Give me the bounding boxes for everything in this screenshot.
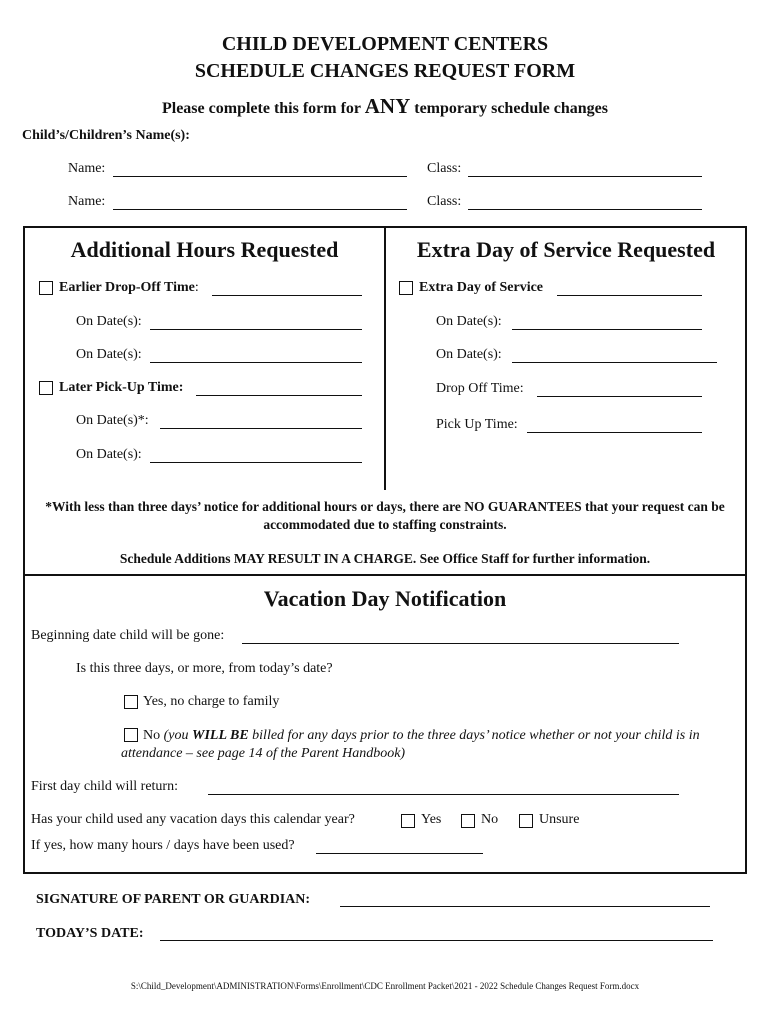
- later-pickup-label: Later Pick-Up Time:: [59, 380, 184, 395]
- todays-date-label: TODAY’S DATE:: [36, 926, 144, 941]
- vacation-no-checkbox[interactable]: [461, 814, 475, 828]
- subtitle-emphasis: ANY: [364, 94, 411, 118]
- on-dates-label-2: On Date(s):: [76, 347, 142, 362]
- beginning-date-label: Beginning date child will be gone:: [31, 628, 225, 643]
- how-many-label: If yes, how many hours / days have been used?: [31, 838, 295, 853]
- extra-day-field[interactable]: [557, 295, 702, 296]
- class-label-1: Class:: [427, 161, 462, 176]
- on-dates-field-3[interactable]: [150, 462, 362, 463]
- name-label-2: Name:: [68, 194, 106, 209]
- no-billed-post: billed for any days prior to the three days’ notice whether or not your child is in attendance – see page 14 of the Parent Handbook): [121, 728, 700, 761]
- footer-file-path: S:\Child_Development\ADMINISTRATION\Forms\Enrollment\CDC Enrollment Packet\2021 - 2022 Schedule Changes Request Form.docx: [130, 981, 640, 991]
- yes-no-charge-label: Yes, no charge to family: [143, 694, 280, 709]
- earlier-dropoff-text: Earlier Drop-Off Time: [59, 280, 195, 295]
- yes-no-charge-checkbox[interactable]: [124, 695, 138, 709]
- vacation-unsure-checkbox[interactable]: [519, 814, 533, 828]
- pick-up-time-label: Pick Up Time:: [436, 417, 518, 432]
- extra-on-dates-label-2: On Date(s):: [436, 347, 502, 362]
- first-day-return-field[interactable]: [208, 794, 679, 795]
- class-field-2[interactable]: [468, 209, 702, 210]
- name-field-1[interactable]: [113, 176, 407, 177]
- on-dates-field-2[interactable]: [150, 362, 362, 363]
- earlier-dropoff-field[interactable]: [212, 295, 362, 296]
- form-title-line2: SCHEDULE CHANGES REQUEST FORM: [194, 60, 576, 82]
- subtitle-pre: Please complete this form for: [161, 100, 365, 117]
- later-pickup-checkbox[interactable]: [39, 381, 53, 395]
- earlier-dropoff-colon: :: [194, 280, 199, 295]
- children-heading: Child’s/Children’s Name(s):: [22, 128, 190, 143]
- charge-notice: Schedule Additions MAY RESULT IN A CHARGE. See Office Staff for further information.: [119, 551, 651, 566]
- on-dates-star-field[interactable]: [160, 428, 362, 429]
- drop-off-time-field[interactable]: [537, 396, 702, 397]
- vacation-heading: Vacation Day Notification: [263, 586, 507, 611]
- extra-day-label: Extra Day of Service: [419, 280, 544, 295]
- name-field-2[interactable]: [113, 209, 407, 210]
- no-billed-no: No: [143, 728, 161, 743]
- first-day-return-label: First day child will return:: [31, 779, 178, 794]
- extra-on-dates-field-2[interactable]: [512, 362, 717, 363]
- earlier-dropoff-checkbox[interactable]: [39, 281, 53, 295]
- class-field-1[interactable]: [468, 176, 702, 177]
- no-billed-bold: WILL BE: [192, 728, 249, 743]
- additional-hours-heading: Additional Hours Requested: [70, 237, 339, 262]
- extra-day-heading: Extra Day of Service Requested: [416, 237, 716, 262]
- three-days-question: Is this three days, or more, from today’s date?: [76, 661, 333, 676]
- no-billed-pre: (you: [163, 728, 193, 743]
- on-dates-star-label: On Date(s)*:: [76, 413, 149, 428]
- how-many-field[interactable]: [316, 853, 483, 854]
- drop-off-time-label: Drop Off Time:: [436, 381, 524, 396]
- no-billed-label: [121, 727, 736, 763]
- column-divider: [384, 226, 386, 490]
- vacation-no-label: No: [481, 812, 499, 827]
- extra-on-dates-field-1[interactable]: [512, 329, 702, 330]
- used-vacation-question: Has your child used any vacation days this calendar year?: [31, 812, 355, 827]
- extra-day-checkbox[interactable]: [399, 281, 413, 295]
- form-subtitle: [0, 94, 770, 119]
- subtitle-post: temporary schedule changes: [410, 100, 608, 117]
- earlier-dropoff-label: [59, 280, 199, 296]
- vacation-unsure-label: Unsure: [539, 812, 580, 827]
- pick-up-time-field[interactable]: [527, 432, 702, 433]
- vacation-yes-checkbox[interactable]: [401, 814, 415, 828]
- extra-on-dates-label-1: On Date(s):: [436, 314, 502, 329]
- signature-field[interactable]: [340, 906, 710, 907]
- signature-label: SIGNATURE OF PARENT OR GUARDIAN:: [36, 892, 311, 907]
- vacation-yes-label: Yes: [421, 812, 442, 827]
- beginning-date-field[interactable]: [242, 643, 679, 644]
- staffing-notice: *With less than three days’ notice for additional hours or days, there are NO GUARANTEES that your request can be accommodated due to staffing constraints.: [45, 499, 725, 532]
- on-dates-field-1[interactable]: [150, 329, 362, 330]
- on-dates-label-1: On Date(s):: [76, 314, 142, 329]
- class-label-2: Class:: [427, 194, 462, 209]
- later-pickup-field[interactable]: [196, 395, 362, 396]
- form-title-line1: CHILD DEVELOPMENT CENTERS: [221, 33, 549, 55]
- on-dates-label-3: On Date(s):: [76, 447, 142, 462]
- name-label-1: Name:: [68, 161, 106, 176]
- section-divider: [23, 574, 747, 576]
- todays-date-field[interactable]: [160, 940, 713, 941]
